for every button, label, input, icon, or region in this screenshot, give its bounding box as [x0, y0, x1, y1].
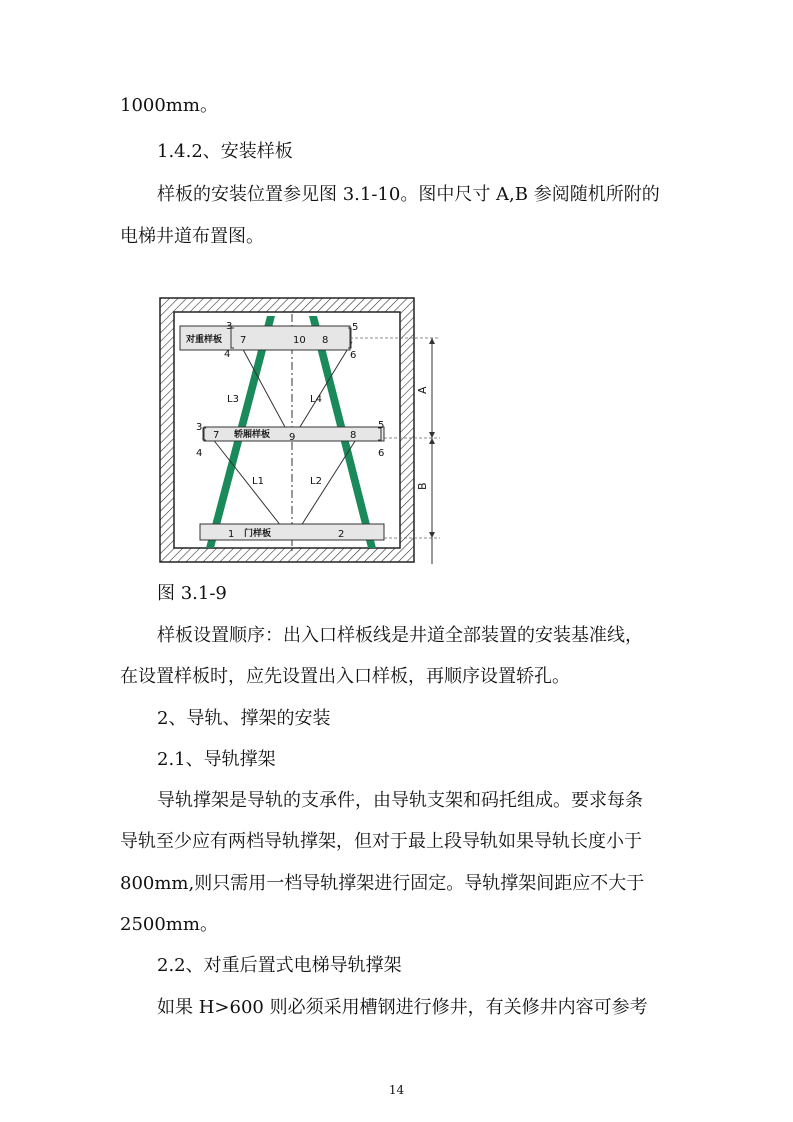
text-line: 1000mm。 [120, 95, 218, 116]
text-line: 800mm,则只需用一档导轨撑架进行固定。导轨撑架间距应不大于 [120, 873, 645, 894]
mark-5: 5 [352, 322, 359, 333]
label-L2: L2 [310, 476, 322, 487]
mark-8: 8 [322, 335, 329, 346]
text-line: 如果 H>600 则必须采用槽钢进行修井，有关修井内容可参考 [157, 997, 648, 1018]
mark-9: 9 [289, 432, 296, 443]
label-L1: L1 [252, 476, 264, 487]
text-line: 导轨撑架是导轨的支承件，由导轨支架和码托组成。要求每条 [157, 790, 643, 811]
label-L4: L4 [310, 394, 322, 405]
text-line: 在设置样板时，应先设置出入口样板，再顺序设置轿孔。 [120, 666, 570, 687]
mark-1: 1 [228, 529, 235, 540]
line-L3 [239, 342, 292, 440]
page-number: 14 [388, 1083, 405, 1097]
dimension-B: B [416, 482, 429, 490]
mark-2: 2 [338, 529, 345, 540]
mark-4: 4 [196, 448, 203, 459]
mark-4: 4 [224, 349, 231, 360]
label-L3: L3 [227, 394, 239, 405]
section-heading: 2、导轨、撑架的安装 [157, 708, 331, 729]
car-template-label: 轿厢样板 [234, 430, 271, 440]
mark-10: 10 [293, 335, 306, 346]
dimension-A: A [416, 386, 429, 394]
text-line: 样板设置顺序：出入口样板线是井道全部装置的安装基准线， [157, 625, 643, 646]
section-heading: 2.1、导轨撑架 [157, 749, 276, 770]
section-heading: 1.4.2、安装样板 [157, 141, 293, 162]
mark-6: 6 [378, 448, 385, 459]
section-heading: 2.2、对重后置式电梯导轨撑架 [157, 955, 402, 976]
mark-3: 3 [226, 321, 233, 332]
door-template-label: 门样板 [244, 529, 272, 539]
counterweight-template-label: 对重样板 [186, 335, 223, 345]
text-line: 电梯井道布置图。 [120, 226, 264, 247]
mark-7: 7 [240, 335, 247, 346]
text-line: 样板的安装位置参见图 3.1-10。图中尺寸 A,B 参阅随机所附的 [157, 184, 660, 205]
mark-5: 5 [378, 420, 385, 431]
mark-8: 8 [350, 430, 357, 441]
hoistway-template-figure [152, 290, 452, 570]
figure-caption: 图 3.1-9 [157, 583, 227, 604]
figure-svg [152, 290, 452, 570]
text-line: 2500mm。 [120, 914, 218, 935]
text-line: 导轨至少应有两档导轨撑架，但对于最上段导轨如果导轨长度小于 [120, 831, 642, 852]
mark-7: 7 [213, 430, 220, 441]
mark-3: 3 [196, 422, 203, 433]
mark-6: 6 [350, 350, 357, 361]
